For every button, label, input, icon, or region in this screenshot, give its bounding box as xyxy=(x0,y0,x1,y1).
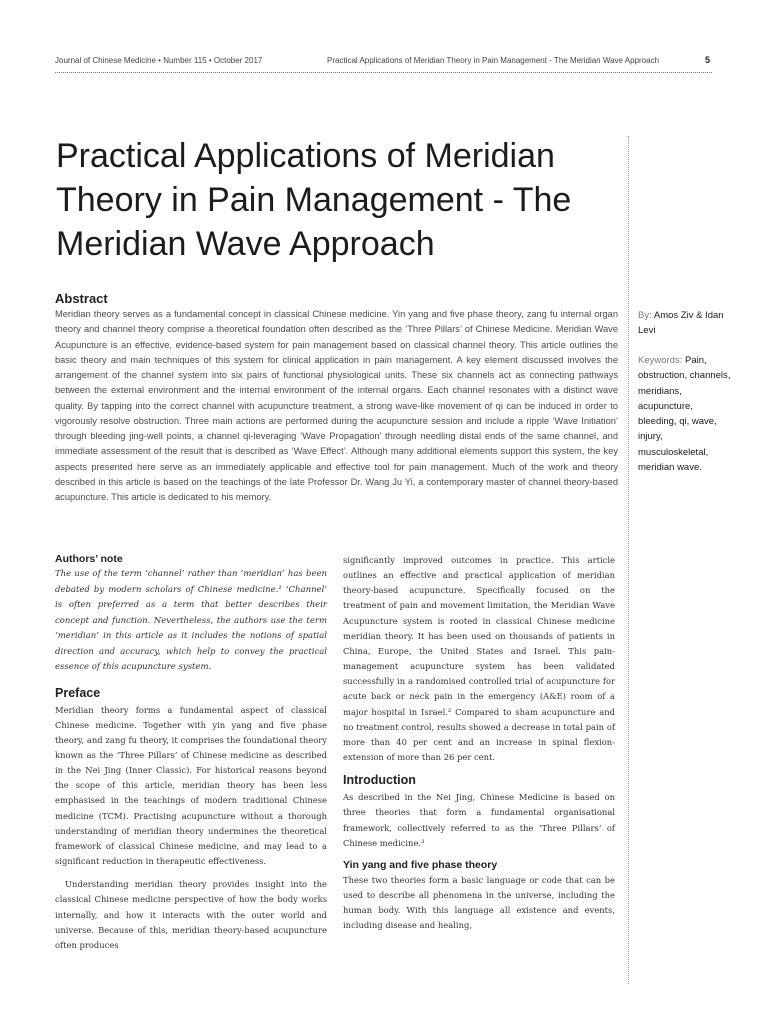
running-title: Practical Applications of Meridian Theory in Pain Management - The Meridian Wave Approach xyxy=(327,56,660,65)
byline-label: By: xyxy=(638,310,652,321)
authors: Amos Ziv & Idan Levi xyxy=(638,310,724,337)
article-title: Practical Applications of Meridian Theory in Pain Management - The Meridian Wave Approach xyxy=(56,137,572,263)
introduction-heading: Introduction xyxy=(343,773,416,788)
sidebar-divider xyxy=(628,136,629,984)
yin-yang-text: These two theories form a basic language or code that can be used to describe all phenomena in the universe, including the human body. With this language all existence and events, including disease and healing, xyxy=(343,874,615,931)
left-column xyxy=(55,553,327,961)
page-number: 5 xyxy=(705,55,711,65)
right-column xyxy=(343,553,615,941)
keywords-label: Keywords: xyxy=(638,355,683,366)
keywords-block xyxy=(638,353,733,475)
yin-yang-subheading: Yin yang and five phase theory xyxy=(343,858,498,871)
keywords: Pain, obstruction, channels, meridians, acupuncture, bleeding, qi, wave, injury, musculoskeletal, meridian wave. xyxy=(638,355,731,474)
abstract-heading: Abstract xyxy=(55,291,108,306)
authors-note-text: The use of the term ‘channel’ rather than ‘meridian’ has been debated by modern scholars of Chinese medicine.¹ ‘Channel’ is often preferred as a term that better describes their concept and function. Nevertheless, the authors use the term ‘meridian’ in this article as it includes the notions of spatial direction and accuracy, which help to convey the practical essence of this acupuncture system. xyxy=(55,569,327,672)
journal-info: Journal of Chinese Medicine • Number 115 • October 2017 xyxy=(55,56,263,65)
author-byline xyxy=(638,308,730,339)
abstract-text: Meridian theory serves as a fundamental concept in classical Chinese medicine. Yin yang and five phase theory, zang fu internal organ theory and channel theory comprise a theoretical foundation often described as the ‘Three Pillars’ of Chinese Medicine. Meridian Wave Acupuncture is an effective, evidence-based system for pain management based on classical channel theory. This article outlines the basic theory and main techniques of this system for clinical application in pain management. A key element discussed involves the arrangement of the channel system into six pairs of functional physiological units. These six channels act as connecting pathways between the external environment and the internal environment of the internal organs. Each channel resonates with a distinct wave quality. By tapping into the correct channel with acupuncture treatment, a strong wave-like movement of qi can be induced in order to vigorously resolve obstruction. Three main actions are performed during the acupuncture session and include a ripple ‘Wave Initiation’ through bleeding jing-well points, a channel qi-leveraging ‘Wave Propagation’ through needling distal ends of the same channel, and immediate assessment of the result that is described as ‘Wave Effect’. Although many additional elements support this system, the key aspects presented here serve as an immediately applicable and effective tool for pain management. Much of the work and theory described in this article is based on the teachings of the late Professor Dr. Wang Ju Yi, a contemporary master of channel theory-based acupuncture. This article is dedicated to his memory. xyxy=(55,309,618,502)
authors-note-heading: Authors’ note xyxy=(55,553,123,565)
preface-paragraph-2: Understanding meridian theory provides insight into the classical Chinese medicine perspective of how the body works internally, and how it interacts with the outer world and universe. Because of this, meridian theory-based acupuncture often produces xyxy=(55,879,327,950)
preface-paragraph-1: Meridian theory forms a fundamental aspect of classical Chinese medicine. Together with yin yang and five phase theory, and zang fu theory, it comprises the foundational theory known as the ‘Three Pillars’ of Chinese medicine as described in the Nei Jing (Inner Classic). For historical reasons beyond the scope of this article, meridian theory has been less emphasised in the teachings of modern traditional Chinese medicine (TCM). Practising acupuncture without a thorough understanding of meridian theory undermines the theoretical framework of classical Chinese medicine, and may lead to a significant reduction in therapeutic effectiveness. xyxy=(55,704,327,867)
preface-paragraph-3: significantly improved outcomes in practice. This article outlines an effective and practical application of meridian theory-based acupuncture. Specifically focused on the treatment of pain and movement limitation, the Meridian Wave Acupuncture system is rooted in classical Chinese medicine meridian theory. It has been used on thousands of patients in China, Europe, the United States and Israel. This pain-management acupuncture system has been validated successfully in a randomised controlled trial of acupuncture for acute back or neck pain in the emergency (A&E) room of a major hospital in Israel.² Compared to sham acupuncture and no treatment control, results showed a decrease in total pain of more than 40 per cent and an increase in spinal flexion-extension of more than 26 per cent. xyxy=(343,555,615,763)
introduction-text: As described in the Nei Jing, Chinese Medicine is based on three theories that form a fundamental organisational framework, collectively referred to as the ‘Three Pillars’ of Chinese medicine.³ xyxy=(343,792,615,848)
preface-heading: Preface xyxy=(55,685,101,700)
header-rule xyxy=(55,72,712,73)
